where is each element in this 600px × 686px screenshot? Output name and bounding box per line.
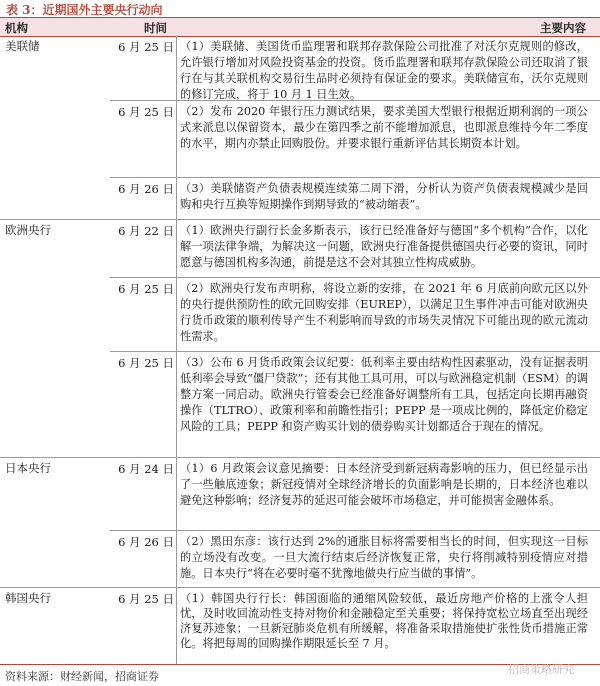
source-note: 资料来源：财经新闻，招商证券	[5, 670, 159, 683]
table-row	[0, 220, 600, 277]
header-content: 主要内容	[540, 21, 586, 35]
watermark: 招商策略研究	[508, 663, 574, 676]
content-cell: （1）美联储、美国货币监理署和联邦存款保险公司批准了对沃尔克规则的修改，允许银行增加对风险投资基金的投资。货币监理署和联邦存款保险公司还取消了银行在与其关联机构交易衍生品时必须持有保证金的要求。美联储宣布，沃尔克规则的修订完成，将于 10 月 1 日生效。	[180, 40, 588, 101]
content-cell: （1）6 月政策会议意见摘要：日本经济受到新冠病毒影响的压力，但已经显示出了一些触底迹象；新冠疫情对全球经济增长的负面影响是长期的，日本经济也难以避免这种影响；经济复苏的延迟可能会破坏市场稳定，并可能损害金融体系。	[180, 462, 588, 507]
content-cell: （2）欧洲央行发布声明称，将设立新的安排，在 2021 年 6 月底前向欧元区以外的央行提供预防性的欧元回购安排（EUREP），以满足卫生事件冲击可能对欧洲央行货币政策的顺利传导产生不利影响而导致的市场失灵情况下可能出现的欧元流动性需求。	[180, 282, 588, 343]
table-header	[0, 17, 600, 37]
date-cell: 6 月 25 日	[118, 105, 174, 119]
date-cell: 6 月 26 日	[118, 182, 174, 196]
table-title: 表 3：近期国外主要央行动向	[6, 3, 163, 17]
content-cell: （3）美联储资产负债表规模连续第二周下滑，分析认为资产负债表规模减少是回购和央行互换等短期操作到期导致的“被动缩表”。	[180, 182, 588, 211]
table-row	[0, 36, 600, 100]
table-row	[0, 278, 600, 351]
group-ecb	[0, 220, 600, 457]
date-cell: 6 月 24 日	[118, 462, 174, 476]
content-cell: （1）韩国央行行长：韩国面临的通缩风险较低，最近房地产价格的上涨令人担忧，及时收回流动性支持对物价和金融稳定至关重要；将保持宽松立场直至出现经济复苏迹象；一旦新冠肺炎危机有所缓解，将准备采取措施使扩张性货币措施正常化。将把每周的回购操作期限延长至 7 月。	[180, 592, 588, 650]
content-cell: （1）欧洲央行副行长金多斯表示，该行已经准备好与德国“多个机构”合作，以化解一项法律争端，为解决这一问题，欧洲央行准备提供德国央行必要的资讯，同时愿意与德国机构多沟通，前提是这不会对其独立性构成威胁。	[180, 224, 588, 269]
table-row	[0, 101, 600, 177]
date-cell: 6 月 26 日	[118, 535, 174, 549]
content-cell: （3）公布 6 月货币政策会议纪要：低利率主要由结构性因素驱动，没有证据表明低利率会导致“僵尸贷款”；还有其他工具可用，可以与欧洲稳定机制（ESM）的调整方案一同启动。欧洲央行管委会已经准备好调整所有工具，包括定向长期再融资操作（TLTRO）、政策利率和前瞻性指引；PEPP 是一项成比例的，降低定价稳定风险的工具；PEPP 和资产购买计划的债券购买计划都适合于现在的情况。	[180, 356, 588, 433]
institution-label: 韩国央行	[5, 591, 51, 605]
header-institution: 机构	[5, 21, 28, 35]
table-row	[0, 178, 600, 219]
group-bok	[0, 588, 600, 664]
date-cell: 6 月 22 日	[118, 224, 174, 238]
group-boj	[0, 458, 600, 587]
date-cell: 6 月 25 日	[118, 282, 174, 296]
group-fed	[0, 36, 600, 219]
header-date: 时间	[144, 21, 167, 35]
institution-label: 欧洲央行	[5, 223, 51, 237]
content-cell: （2）发布 2020 年银行压力测试结果，要求美国大型银行根据近期利润的一项公式来派息以保留资本，最少在第四季之前不能增加派息，也即派息维持今年二季度的水平，期内亦禁止回购股份。并要求银行重新评估其长期资本计划。	[180, 105, 588, 150]
table-row	[0, 352, 600, 457]
table-row	[0, 588, 600, 664]
date-cell: 6 月 25 日	[118, 356, 174, 370]
content-cell: （2）黑田东彦：该行达到 2%的通胀目标将需要相当长的时间，但实现这一目标的立场没有改变。一旦大流行结束后经济恢复正常，央行将削减特别疫情应对措施。日本央行“将在必要时毫不犹豫地做央行应当做的事情”。	[180, 535, 588, 580]
institution-label: 日本央行	[5, 461, 51, 475]
table-row	[0, 458, 600, 530]
date-cell: 6 月 25 日	[118, 592, 174, 606]
table-row	[0, 531, 600, 587]
institution-label: 美联储	[5, 39, 40, 53]
date-cell: 6 月 25 日	[118, 40, 174, 54]
